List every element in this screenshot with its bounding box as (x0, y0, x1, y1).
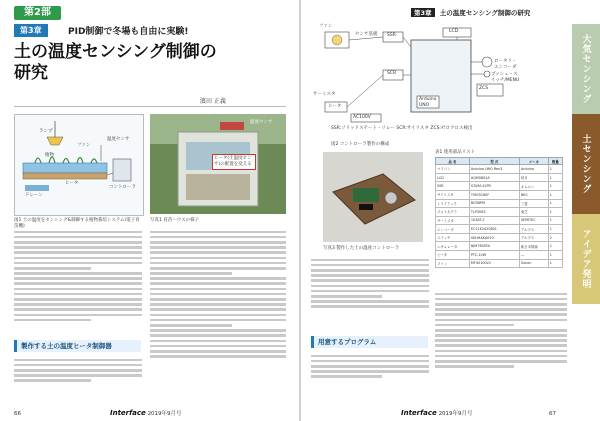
table-cell: アルプス (519, 225, 548, 234)
table-cell: PTC-10W (469, 250, 519, 259)
table-cell: Sunon (519, 259, 548, 268)
controller-photo (323, 152, 423, 242)
table-row (436, 225, 563, 234)
diagram-mcu: Arduino UNO (419, 97, 437, 108)
table-cell: 1 (548, 242, 562, 251)
table-cell: 1 (548, 208, 562, 217)
diagram-thermistor: サーミスタ (313, 92, 336, 97)
table-cell: 1 (548, 216, 562, 225)
table-cell: SEMITEC (519, 216, 548, 225)
figure-1-illustration (14, 114, 144, 216)
table-cell: 東芝 (519, 208, 548, 217)
label-lamp: ランプ (39, 129, 53, 134)
table-cell: G3VM-41PR (469, 182, 519, 191)
table-row (436, 165, 563, 174)
side-section-tabs (572, 24, 600, 304)
left-body-column-1 (14, 228, 142, 333)
table-cell: Arduino UNO Rev3 (469, 165, 519, 174)
table-row (436, 199, 563, 208)
table-cell: Arduino (519, 165, 548, 174)
right-issue: 2019年9月号 (438, 411, 473, 417)
seedling-system-diagram (15, 115, 143, 215)
table-cell: 1 (548, 182, 562, 191)
left-page (0, 0, 299, 421)
photo-label-temp-sensor: 温度センサ (250, 120, 273, 125)
table-cell: SKHHAKA010 (469, 233, 519, 242)
table-cell: 103AT-2 (469, 216, 519, 225)
table-cell: TLP3063 (469, 208, 519, 217)
table-cell: NEC (519, 190, 548, 199)
table-row (436, 242, 563, 251)
diagram-legend: SSR:ソリッドステート・リレー SCR:サイリスタ ZCS:ゼロクロス検出 (331, 126, 473, 131)
table-cell: サイリスタ (436, 190, 470, 199)
table-cell: フォトカプラ (436, 208, 470, 217)
table-cell: トライアック (436, 199, 470, 208)
right-brand: Interface (401, 409, 437, 417)
right-body-column-2 (435, 290, 567, 396)
chapter-tag: 第3章 (14, 24, 48, 37)
label-fan: ファン (77, 143, 91, 148)
side-tab-idea: アイデア発明 (572, 214, 600, 304)
photo-label-heater-note: ヒータ(土温度センサ)の配置を変える (212, 154, 256, 170)
left-brand: Interface (110, 409, 146, 417)
right-body-column-1 (311, 256, 429, 328)
article-subtitle: PID制御で冬場も自由に実験! (68, 27, 189, 37)
article-title (14, 42, 294, 84)
diagram-push-switch: プッシュ・スイッチ/MENU (491, 72, 520, 83)
diagram-lcd: LCD (449, 29, 459, 34)
right-page-number: 67 (549, 411, 556, 417)
table-header-row (436, 158, 563, 165)
table-cell: 1 (548, 199, 562, 208)
left-footer (110, 409, 182, 417)
table-cell: 1 (548, 165, 562, 174)
right-footer (401, 409, 473, 417)
running-header (411, 8, 530, 17)
right-page (301, 0, 600, 421)
left-page-number: 66 (14, 411, 21, 417)
table-row (436, 216, 563, 225)
subsection-heading: 用意するプログラム (311, 336, 428, 348)
table-cell: オムロン (519, 182, 548, 191)
table-cell: サーミスタ (436, 216, 470, 225)
photo-3-caption: 写真3 製作した土の温度コントローラ (323, 246, 400, 251)
table-row (436, 182, 563, 191)
diagram-heater: ヒータ (328, 104, 342, 109)
author-name: 濱田 正義 (200, 98, 226, 105)
table-header-cell: 数量 (548, 158, 562, 165)
table-cell: MF40100V2 (469, 259, 519, 268)
diagram-ac-in: AC100V (353, 115, 371, 120)
table-row (436, 173, 563, 182)
table-cell: 1 (548, 173, 562, 182)
photo-1-greenhouse (150, 114, 286, 214)
left-body-column-2 (150, 228, 286, 396)
diagram-scr: SCR (387, 71, 397, 76)
table-row (436, 233, 563, 242)
table-row (436, 190, 563, 199)
table-row (436, 208, 563, 217)
label-drain: ドレーン (25, 193, 43, 198)
table-cell: LCD (436, 173, 470, 182)
table-row (436, 259, 563, 268)
side-tab-soil: 土センシング (572, 114, 600, 214)
running-chapter: 第3章 (411, 8, 435, 17)
label-temp-sensor: 温度センサ (107, 137, 130, 142)
title-line-1: 土の温度センシング制御の (14, 42, 217, 62)
diagram-zcs: ZCS (479, 86, 489, 91)
table-cell: AQM0802A (469, 173, 519, 182)
table-cell: マイコン (436, 165, 470, 174)
table-cell: TMG5C60F (469, 190, 519, 199)
side-tab-air: 大気センシング (572, 24, 600, 114)
table-cell: 新日本無線 (519, 242, 548, 251)
table-cell: 1 (548, 190, 562, 199)
figure-2-block-diagram (311, 22, 521, 140)
table-cell: ファン (436, 259, 470, 268)
left-body-column-1b (14, 356, 142, 396)
label-controller: コントローラ (109, 185, 136, 190)
table-cell: BCR8PM (469, 199, 519, 208)
running-title: 土の温度センシング制御の研究 (439, 9, 531, 17)
table-cell: SSR (436, 182, 470, 191)
table-cell: レギュレータ (436, 242, 470, 251)
controller-diagram (311, 22, 521, 140)
table-cell: 1 (548, 259, 562, 268)
table-cell: 1 (548, 225, 562, 234)
label-plant: 植物 (45, 153, 54, 158)
table-cell: NJM7805FA (469, 242, 519, 251)
figure-2-caption: 図2 コントローラ製作の構成 (331, 142, 390, 147)
part-tag: 第2部 (14, 6, 61, 20)
table-cell: EC12E2420801 (469, 225, 519, 234)
table-cell: ヒータ (436, 250, 470, 259)
table-header-cell: 品 名 (436, 158, 470, 165)
diagram-encoder: ロータリ・エンコーダ (494, 59, 517, 70)
table-cell: 2 (548, 233, 562, 242)
parts-table-container (435, 150, 563, 268)
diagram-ssr: SSR (387, 33, 396, 38)
parts-table (435, 157, 563, 268)
right-body-column-1b (311, 352, 429, 396)
figure-1-caption: 図1 土の温度をセンシング&制御する植物栽培システム(電子育苗機) (14, 218, 140, 229)
title-line-2: 研究 (14, 63, 48, 83)
table-cell: エンコーダ (436, 225, 470, 234)
table-row (436, 250, 563, 259)
label-heater: ヒータ (65, 181, 79, 186)
table-cell: 1 (548, 250, 562, 259)
table-cell: 三菱 (519, 199, 548, 208)
diagram-sensor-board: センサ基板 (355, 32, 378, 37)
photo-1-caption: 写真1 育苗ハウスの様子 (150, 218, 200, 223)
left-issue: 2019年9月号 (147, 411, 182, 417)
diagram-fan: ファン (319, 24, 333, 29)
table-header-cell: メーカ (519, 158, 548, 165)
table-cell: — (519, 250, 548, 259)
table-header-cell: 型 式 (469, 158, 519, 165)
table-cell: スイッチ (436, 233, 470, 242)
table-cell: 秋月 (519, 173, 548, 182)
title-divider (14, 106, 286, 107)
section-heading: 製作する土の温度ヒータ制御器 (14, 340, 141, 352)
table-cell: アルプス (519, 233, 548, 242)
parts-table-body (436, 165, 563, 268)
table-caption: 表1 使用部品リスト (435, 150, 476, 155)
photo-3-controller (323, 152, 423, 242)
